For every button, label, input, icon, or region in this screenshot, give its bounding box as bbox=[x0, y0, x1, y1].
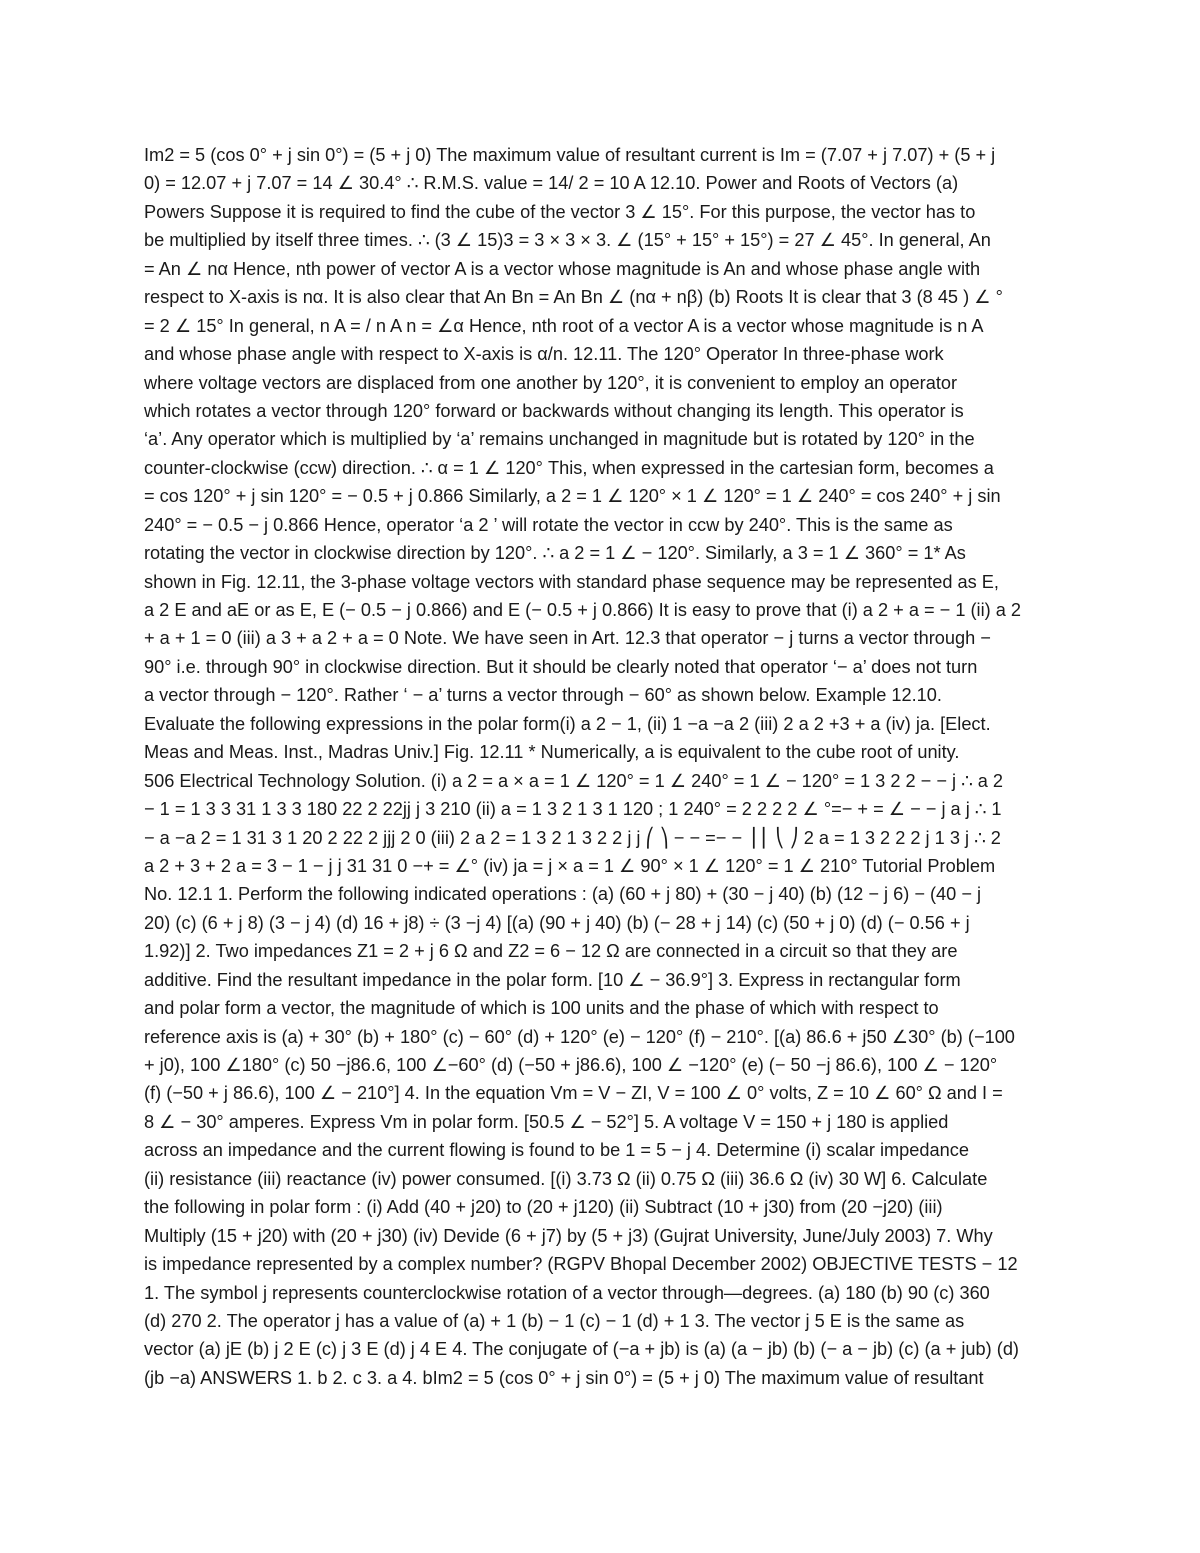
text-line: Multiply (15 + j20) with (20 + j30) (iv) Devide (6 + j7) by (5 + j3) (Gujrat University, June/July 2003) 7. Why bbox=[144, 1225, 993, 1246]
text-line: Evaluate the following expressions in the polar form(i) a 2 − 1, (ii) 1 −a −a 2 (iii) 2 a 2 +3 + a (iv) ja. [Elect. bbox=[144, 713, 991, 734]
text-line: reference axis is (a) + 30° (b) + 180° (c) − 60° (d) + 120° (e) − 120° (f) − 210°. [(a) 86.6 + j50 ∠30° (b) (−100 bbox=[144, 1026, 1015, 1047]
text-line: and polar form a vector, the magnitude of which is 100 units and the phase of which with respect to bbox=[144, 998, 939, 1019]
text-line: 0) = 12.07 + j 7.07 = 14 ∠ 30.4° ∴ R.M.S. value = 14/ 2 = 10 A 12.10. Power and Roots of Vectors (a) bbox=[144, 173, 959, 194]
text-line: be multiplied by itself three times. ∴ (3 ∠ 15)3 = 3 × 3 × 3. ∠ (15° + 15° + 15°) = 27 ∠ 45°. In general, An bbox=[144, 230, 991, 251]
text-line: 240° = − 0.5 − j 0.866 Hence, operator ‘a 2 ’ will rotate the vector in ccw by 240°. This is the same as bbox=[144, 514, 953, 535]
text-line: 506 Electrical Technology Solution. (i) a 2 = a × a = 1 ∠ 120° = 1 ∠ 240° = 1 ∠ − 120° = 1 3 2 2 − − j ∴ a 2 bbox=[144, 770, 1004, 791]
text-line: Im2 = 5 (cos 0° + j sin 0°) = (5 + j 0) The maximum value of resultant current is Im = (7.07 + j 7.07) + (5 + j bbox=[144, 145, 996, 165]
text-line: rotating the vector in clockwise direction by 120°. ∴ a 2 = 1 ∠ − 120°. Similarly, a 3 = 1 ∠ 360° = 1* As bbox=[144, 543, 966, 564]
text-line: a 2 + 3 + 2 a = 3 − 1 − j j 31 31 0 −+ = ∠° (iv) ja = j × a = 1 ∠ 90° × 1 ∠ 120° = 1 ∠ 210° Tutorial Problem bbox=[144, 855, 996, 876]
text-line: (f) (−50 + j 86.6), 100 ∠ − 210°] 4. In the equation Vm = V − ZI, V = 100 ∠ 0° volts, Z = 10 ∠ 60° Ω and I = bbox=[144, 1083, 1003, 1104]
text-line: which rotates a vector through 120° forward or backwards without changing its length. This operator is bbox=[144, 400, 964, 421]
text-line: (d) 270 2. The operator j has a value of (a) + 1 (b) − 1 (c) − 1 (d) + 1 3. The vector j 5 E is the same as bbox=[144, 1310, 965, 1331]
text-line: Meas and Meas. Inst., Madras Univ.] Fig. 12.11 * Numerically, a is equivalent to the cube root of unity. bbox=[144, 742, 960, 763]
text-line: 8 ∠ − 30° amperes. Express Vm in polar form. [50.5 ∠ − 52°] 5. A voltage V = 150 + j 180 is applied bbox=[144, 1111, 949, 1132]
text-line: counter-clockwise (ccw) direction. ∴ α = 1 ∠ 120° This, when expressed in the cartesian form, becomes a bbox=[144, 457, 994, 478]
text-line: + a + 1 = 0 (iii) a 3 + a 2 + a = 0 Note. We have seen in Art. 12.3 that operator − j turns a vector through − bbox=[144, 628, 991, 649]
text-line: (ii) resistance (iii) reactance (iv) power consumed. [(i) 3.73 Ω (ii) 0.75 Ω (iii) 36.6 Ω (iv) 30 W] 6. Calculate bbox=[144, 1168, 988, 1189]
text-line: = 2 ∠ 15° In general, n A = / n A n = ∠α Hence, nth root of a vector A is a vector whose magnitude is n A bbox=[144, 315, 984, 336]
text-line: = An ∠ nα Hence, nth power of vector A is a vector whose magnitude is An and whose phase angle with bbox=[144, 258, 981, 279]
text-line: Powers Suppose it is required to find the cube of the vector 3 ∠ 15°. For this purpose, the vector has to bbox=[144, 201, 976, 222]
text-line: + j0), 100 ∠180° (c) 50 −j86.6, 100 ∠−60° (d) (−50 + j86.6), 100 ∠ −120° (e) (− 50 −j 86.6), 100 ∠ − 120° bbox=[144, 1055, 998, 1075]
text-line: ‘a’. Any operator which is multiplied by ‘a’ remains unchanged in magnitude but is rotated by 120° in the bbox=[144, 429, 975, 450]
text-line: additive. Find the resultant impedance in the polar form. [10 ∠ − 36.9°] 3. Express in rectangular form bbox=[144, 969, 961, 990]
text-line: across an impedance and the current flowing is found to be 1 = 5 − j 4. Determine (i) scalar impedance bbox=[144, 1140, 969, 1161]
text-line: shown in Fig. 12.11, the 3-phase voltage vectors with standard phase sequence may be represented as E, bbox=[144, 571, 999, 592]
text-line: = cos 120° + j sin 120° = − 0.5 + j 0.866 Similarly, a 2 = 1 ∠ 120° × 1 ∠ 120° = 1 ∠ 240° = cos 240° + j sin bbox=[144, 486, 1001, 507]
text-line: − 1 = 1 3 3 31 1 3 3 180 22 2 22jj j 3 210 (ii) a = 1 3 2 1 3 1 120 ; 1 240° = 2 2 2 2 ∠ °=− + = ∠ − − j a j ∴ 1 bbox=[144, 799, 1002, 820]
text-line: 1. The symbol j represents counterclockwise rotation of a vector through—degrees. (a) 180 (b) 90 (c) 360 bbox=[144, 1282, 990, 1303]
text-line: the following in polar form : (i) Add (40 + j20) to (20 + j120) (ii) Subtract (10 + j30) from (20 −j20) (iii) bbox=[144, 1197, 943, 1218]
text-line: 1.92)] 2. Two impedances Z1 = 2 + j 6 Ω and Z2 = 6 − 12 Ω are connected in a circuit so that they are bbox=[144, 941, 958, 962]
text-line: No. 12.1 1. Perform the following indicated operations : (a) (60 + j 80) + (30 − j 40) (b) (12 − j 6) − (40 − j bbox=[144, 884, 982, 905]
text-line: (jb −a) ANSWERS 1. b 2. c 3. a 4. bIm2 = 5 (cos 0° + j sin 0°) = (5 + j 0) The maximum value of resultant bbox=[144, 1367, 984, 1388]
text-line: 20) (c) (6 + j 8) (3 − j 4) (d) 16 + j8) ÷ (3 −j 4) [(a) (90 + j 40) (b) (− 28 + j 14) (c) (50 + j 0) (d) (− 0.56 + j bbox=[144, 912, 970, 933]
body-text bbox=[144, 141, 1064, 1392]
text-line: where voltage vectors are displaced from one another by 120°, it is convenient to employ an operator bbox=[144, 372, 958, 393]
text-line: and whose phase angle with respect to X-axis is α/n. 12.11. The 120° Operator In three-phase work bbox=[144, 344, 944, 365]
text-line: is impedance represented by a complex number? (RGPV Bhopal December 2002) OBJECTIVE TESTS − 12 bbox=[144, 1254, 1018, 1275]
text-line: vector (a) jE (b) j 2 E (c) j 3 E (d) j 4 E 4. The conjugate of (−a + jb) is (a) (a − jb) (b) (− a − jb) (c) (a + jub) (d) bbox=[144, 1339, 1019, 1360]
text-line: a vector through − 120°. Rather ‘ − a’ turns a vector through − 60° as shown below. Example 12.10. bbox=[144, 685, 942, 706]
text-line: − a −a 2 = 1 31 3 1 20 2 22 2 jjj 2 0 (iii) 2 a 2 = 1 3 2 1 3 2 2 j j ⎛ ⎞ − − =− − ⎟ ⎜ ⎝ ⎠ 2 a = 1 3 2 2 2 j 1 3 j ∴ 2 bbox=[144, 827, 1001, 848]
text-line: respect to X-axis is nα. It is also clear that An Bn = An Bn ∠ (nα + nβ) (b) Roots It is clear that 3 (8 45 ) ∠ ° bbox=[144, 287, 1003, 308]
text-line: a 2 E and aE or as E, E (− 0.5 − j 0.866) and E (− 0.5 + j 0.866) It is easy to prove that (i) a 2 + a = − 1 (ii) a 2 bbox=[144, 600, 1022, 620]
text-line: 90° i.e. through 90° in clockwise direction. But it should be clearly noted that operator ‘− a’ does not turn bbox=[144, 656, 978, 677]
